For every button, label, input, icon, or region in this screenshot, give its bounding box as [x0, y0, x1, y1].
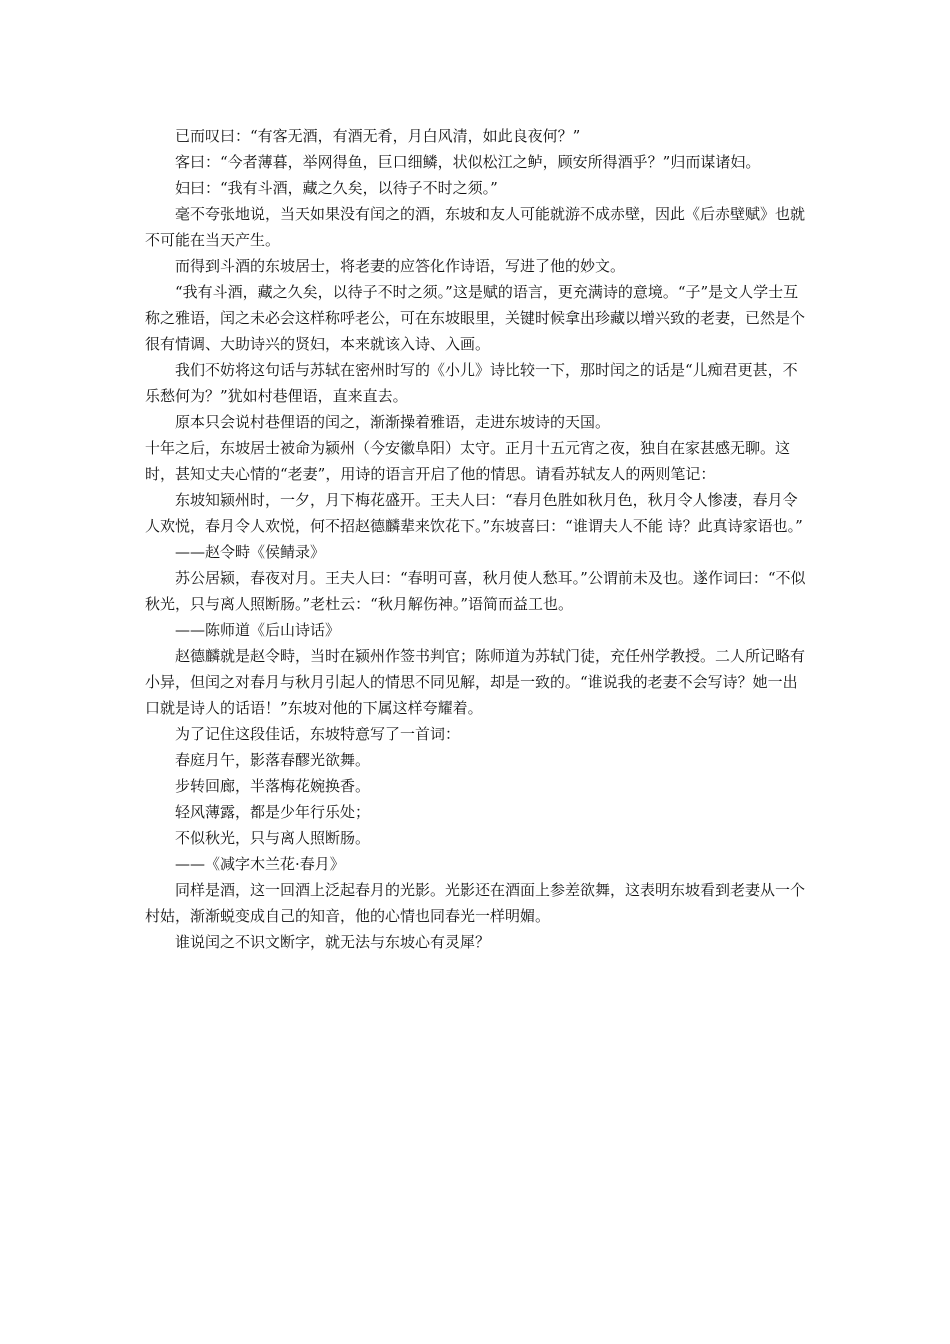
paragraph: 妇曰：“我有斗酒，藏之久矣，以待子不时之须。” [175, 179, 498, 197]
quote-paragraph: 东坡知颍州时，一夕，月下梅花盛开。王夫人曰：“春月色胜如秋月色，秋月令人惨凄，春月令人欢悦，春月令人欢悦，何不招赵德麟辈来饮花下。”东坡喜曰：“谁谓夫人不能 诗？此真诗家语也。” [145, 491, 803, 535]
poem-title: ——《减字木兰花·春月》 [175, 855, 345, 873]
document-body [145, 123, 810, 955]
poem-line: 不似秋光，只与离人照断肠。 [175, 829, 371, 847]
paragraph: 毫不夸张地说，当天如果没有闰之的酒，东坡和友人可能就游不成赤壁，因此《后赤壁赋》也就不可能在当天产生。 [145, 205, 806, 249]
paragraph: 我们不妨将这句话与苏轼在密州时写的《小儿》诗比较一下，那时闰之的话是“儿痴君更甚，不乐愁何为？”犹如村巷俚语，直来直去。 [145, 361, 798, 405]
paragraph: 赵德麟就是赵令畤，当时在颍州作签书判官；陈师道为苏轼门徒，充任州学教授。二人所记略有小异，但闰之对春月与秋月引起人的情思不同见解，却是一致的。“谁说我的老妻不会写诗？她一出口就是诗人的话语！”东坡对他的下属这样夸耀着。 [145, 647, 806, 717]
poem-line: 轻风薄露，都是少年行乐处； [175, 803, 371, 821]
paragraph: 为了记住这段佳话，东坡特意写了一首词： [175, 725, 461, 743]
paragraph: 客曰：“今者薄暮，举网得鱼，巨口细鳞，状似松江之鲈，顾安所得酒乎？”归而谋诸妇。 [175, 153, 761, 171]
quote-source: ——陈师道《后山诗话》 [175, 621, 341, 639]
paragraph: 十年之后，东坡居士被命为颍州（今安徽阜阳）太守。正月十五元宵之夜，独自在家甚感无聊。这时，甚知丈夫心情的“老妻”，用诗的语言开启了他的情思。请看苏轼友人的两则笔记： [145, 439, 791, 483]
paragraph: 已而叹曰：“有客无酒，有酒无肴，月白风清，如此良夜何？” [175, 127, 581, 145]
poem-line: 步转回廊，半落梅花婉换香。 [175, 777, 371, 795]
paragraph: 而得到斗酒的东坡居士，将老妻的应答化作诗语，写进了他的妙文。 [175, 257, 626, 275]
quote-paragraph: 苏公居颍，春夜对月。王夫人曰：“春明可喜，秋月使人愁耳。”公谓前未及也。遂作词曰：“不似秋光，只与离人照断肠。”老杜云：“秋月解伤神。”语简而益工也。 [145, 569, 806, 613]
paragraph: 同样是酒，这一回酒上泛起春月的光影。光影还在酒面上参差欲舞，这表明东坡看到老妻从一个村姑，渐渐蜕变成自己的知音，他的心情也同春光一样明媚。 [145, 881, 806, 925]
paragraph: “我有斗酒，藏之久矣，以待子不时之须。”这是赋的语言，更充满诗的意境。“子”是文人学士互称之雅语，闰之未必会这样称呼老公，可在东坡眼里，关键时候拿出珍藏以增兴致的老妻，已然是个很有情调、大助诗兴的贤妇，本来就该入诗、入画。 [145, 283, 806, 353]
paragraph: 谁说闰之不识文断字，就无法与东坡心有灵犀？ [175, 933, 491, 951]
poem-line: 春庭月午，影落春醪光欲舞。 [175, 751, 371, 769]
quote-source: ——赵令畤《侯鲭录》 [175, 543, 326, 561]
paragraph: 原本只会说村巷俚语的闰之，渐渐操着雅语，走进东坡诗的天国。 [175, 413, 611, 431]
